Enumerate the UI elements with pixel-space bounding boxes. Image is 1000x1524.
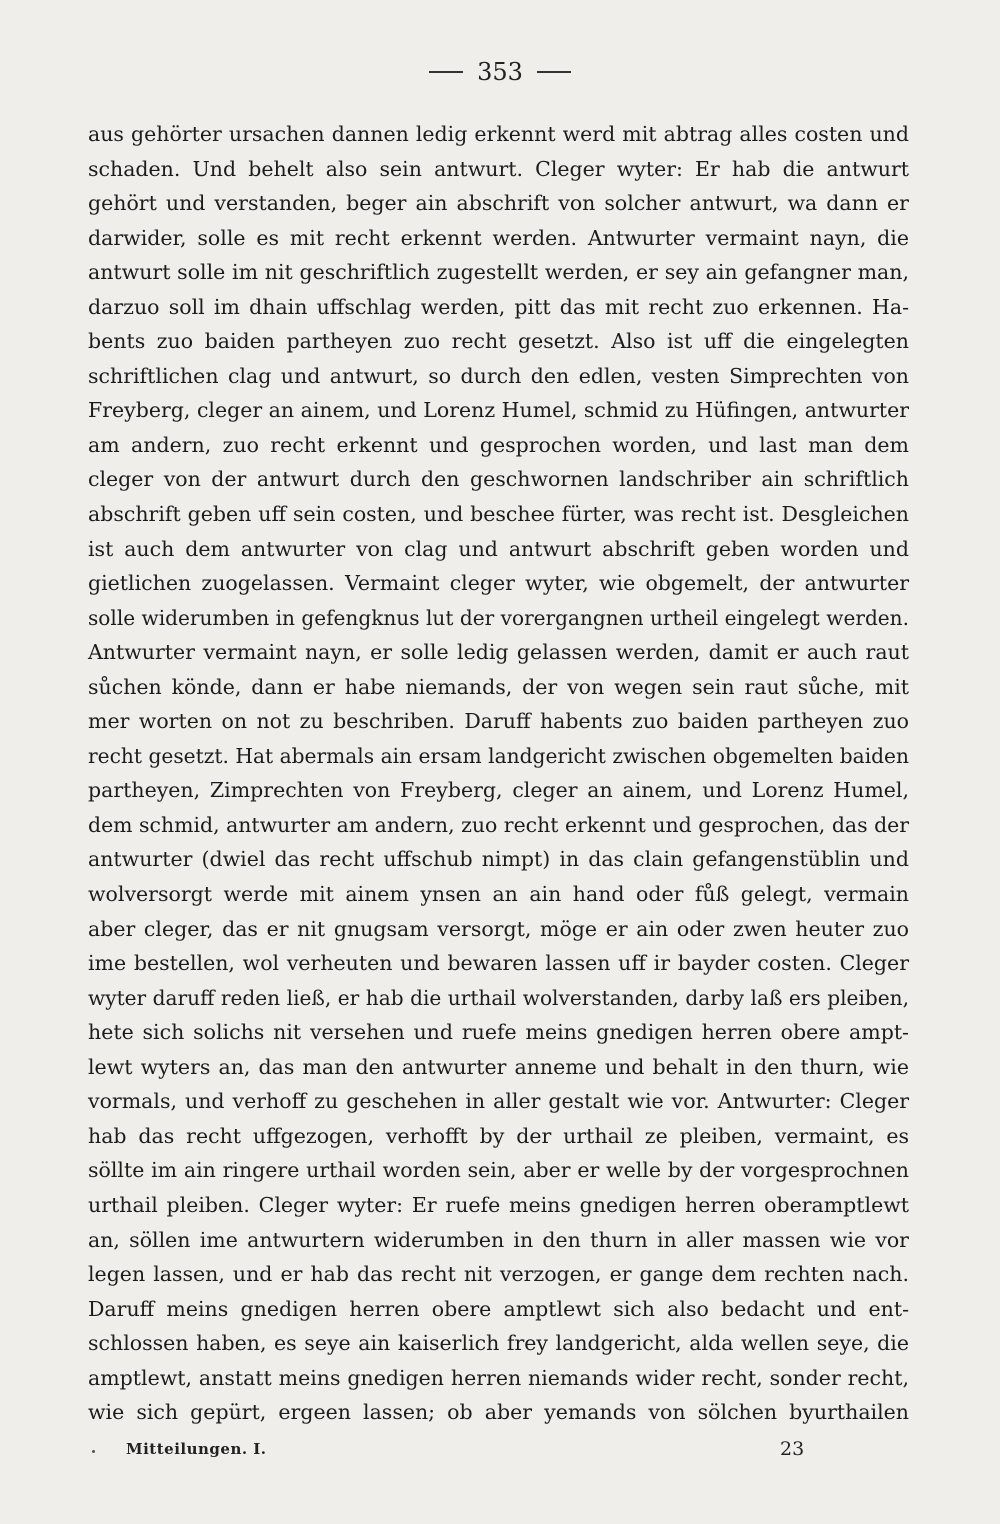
text-line: hete sich solichs nit versehen und ruefe meins gnedigen herren obere ampt- xyxy=(88,1020,909,1045)
text-line: Daruff meins gnedigen herren obere amptlewt sich also bedacht und ent- xyxy=(88,1296,909,1321)
text-line: ime bestellen, wol verheuten und bewaren lassen uff ir bayder costen. Cleger xyxy=(88,951,909,976)
text-line: recht gesetzt. Hat abermals ain ersam landgericht zwischen obgemelten baiden xyxy=(88,743,909,768)
text-line: schlossen haben, es seye ain kaiserlich frey landgericht, alda wellen seye, die xyxy=(88,1331,909,1356)
text-line: darwider, solle es mit recht erkennt werden. Antwurter vermaint nayn, die xyxy=(88,225,909,250)
text-line: cleger von der antwurt durch den geschwornen landschriber ain schriftlich xyxy=(88,467,909,492)
text-line: antwurt solle im nit geschriftlich zugestellt werden, er sey ain gefangner man, xyxy=(88,260,909,285)
text-line: am andern, zuo recht erkennt und gesprochen worden, und last man dem xyxy=(88,432,909,457)
text-line: wie sich gepürt, ergeen lassen; ob aber yemands von sölchen byurthailen xyxy=(88,1400,909,1425)
page-footer xyxy=(0,1438,1000,1468)
text-line: partheyen, Zimprechten von Freyberg, cleger an ainem, und Lorenz Humel, xyxy=(88,778,909,803)
text-line: gietlichen zuogelassen. Vermaint cleger wyter, wie obgemelt, der antwurter xyxy=(88,571,909,596)
header-dash-left xyxy=(429,71,463,73)
footer-sheet-number: 23 xyxy=(780,1438,805,1460)
text-line: gehört und verstanden, beger ain abschrift von solcher antwurt, wa dann er xyxy=(88,191,909,216)
text-line: legen lassen, und er hab das recht nit verzogen, er gange dem rechten nach. xyxy=(88,1262,909,1287)
text-line: aus gehörter ursachen dannen ledig erkennt werd mit abtrag alles costen und xyxy=(88,122,909,146)
text-line: bents zuo baiden partheyen zuo recht gesetzt. Also ist uff die eingelegten xyxy=(88,329,909,354)
text-line: hab das recht uffgezogen, verhofft by der urthail ze pleiben, vermaint, es xyxy=(88,1123,909,1148)
text-line: urthail pleiben. Cleger wyter: Er ruefe meins gnedigen herren oberamptlewt xyxy=(88,1192,909,1217)
text-line: söllte im ain ringere urthail worden sein, aber er welle by der vorgesprochnen xyxy=(88,1158,909,1183)
text-line: an, söllen ime antwurtern widerumben in den thurn in aller massen wie vor xyxy=(88,1227,909,1252)
page-header xyxy=(0,58,1000,86)
text-line: dem schmid, antwurter am andern, zuo recht erkennt und gesprochen, das der xyxy=(88,812,909,837)
text-line: antwurter (dwiel das recht uffschub nimpt) in das clain gefangenstüblin und xyxy=(88,847,909,872)
text-line: wyter daruff reden ließ, er hab die urthail wolverstanden, darby laß ers pleiben, xyxy=(88,985,909,1010)
header-dash-right xyxy=(537,71,571,73)
text-line: ist auch dem antwurter von clag und antwurt abschrift geben worden und xyxy=(88,536,909,561)
text-line: Freyberg, cleger an ainem, und Lorenz Humel, schmid zu Hüfingen, antwurter xyxy=(88,398,910,423)
page-number: 353 xyxy=(477,58,523,86)
text-line: Antwurter vermaint nayn, er solle ledig gelassen werden, damit er auch raut xyxy=(88,640,909,665)
text-line: abschrift geben uff sein costen, und beschee fürter, was recht ist. Desgleichen xyxy=(88,502,909,527)
text-line: lewt wyters an, das man den antwurter anneme und behalt in den thurn, wie xyxy=(88,1054,909,1079)
text-line: mer worten on not zu beschriben. Daruff habents zuo baiden partheyen zuo xyxy=(88,709,909,734)
text-line: wolversorgt werde mit ainem ynsen an ain hand oder fůß gelegt, vermain xyxy=(88,882,909,907)
text-line: aber cleger, das er nit gnugsam versorgt, möge er ain oder zwen heuter zuo xyxy=(88,916,909,941)
text-line: schaden. Und behelt also sein antwurt. Cleger wyter: Er hab die antwurt xyxy=(88,156,909,181)
body-text xyxy=(88,117,909,1430)
text-line: sůchen könde, dann er habe niemands, der von wegen sein raut sůche, mit xyxy=(88,674,909,699)
text-line: darzuo soll im dhain uffschlag werden, pitt das mit recht zuo erkennen. Ha- xyxy=(88,294,909,319)
text-line: amptlewt, anstatt meins gnedigen herren niemands wider recht, sonder recht, xyxy=(88,1365,909,1390)
text-line: vormals, und verhoff zu geschehen in aller gestalt wie vor. Antwurter: Cleger xyxy=(88,1089,909,1114)
text-line: schriftlichen clag und antwurt, so durch den edlen, vesten Simprechten von xyxy=(88,363,909,388)
text-line: solle widerumben in gefengknus lut der vorergangnen urtheil eingelegt werden. xyxy=(88,605,909,630)
footer-signature: Mitteilungen. I. xyxy=(126,1440,267,1458)
footer-dot xyxy=(92,1450,95,1453)
